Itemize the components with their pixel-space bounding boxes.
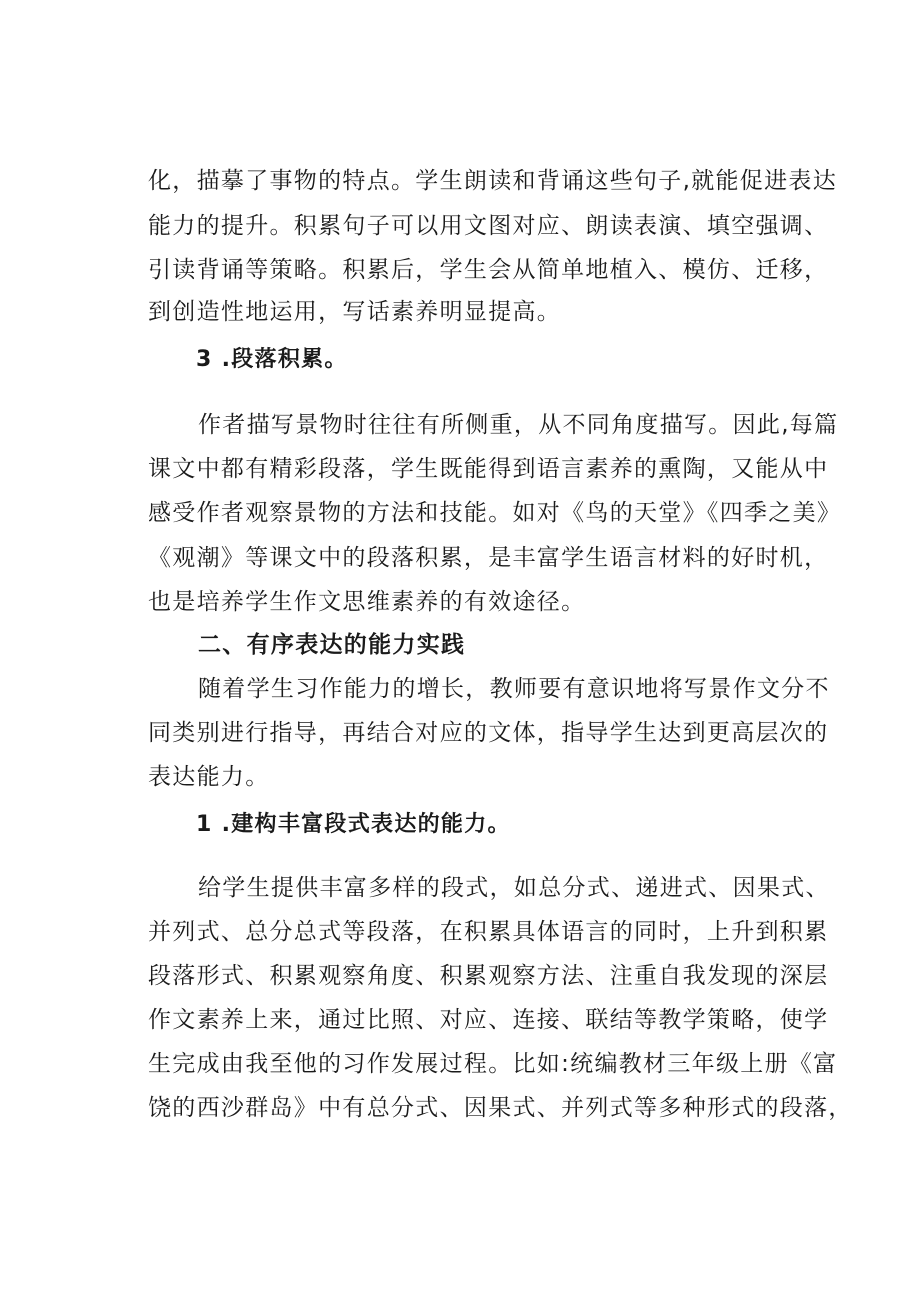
paragraph-line: 《观潮》等课文中的段落积累，是丰富学生语言材料的好时机， [148,545,829,571]
paragraph-line: 感受作者观察景物的方法和技能。如对《鸟的天堂》《四季之美》 [148,500,842,526]
paragraph-line: 生完成由我至他的习作发展过程。比如:统编教材三年级上册《富 [148,1051,838,1077]
paragraph-line: 随着学生习作能力的增长，教师要有意识地将写景作文分不 [198,676,830,702]
paragraph-line: 饶的西沙群岛》中有总分式、因果式、并列式等多种形式的段落， [148,1095,853,1121]
paragraph-line: 引读背诵等策略。积累后，学生会从简单地植入、模仿、迁移， [148,257,829,283]
paragraph-line: 同类别进行指导，再结合对应的文体，指导学生达到更高层次的 [148,720,829,746]
paragraph-line: 也是培养学生作文思维素养的有效途径。 [148,589,586,615]
paragraph-line: 表达能力。 [148,764,270,790]
paragraph-line: 化，描摹了事物的特点。学生朗读和背诵这些句子,就能促进表达 [148,168,838,194]
subheading-paragraph-accumulation: 3 .段落积累。 [196,347,348,372]
paragraph-line: 作者描写景物时往往有所侧重，从不同角度描写。因此,每篇 [198,412,839,438]
paragraph-line: 给学生提供丰富多样的段式，如总分式、递进式、因果式、 [198,875,830,901]
paragraph-line: 段落形式、积累观察角度、积累观察方法、注重自我发现的深层 [148,963,829,989]
subheading-paragraph-structure: 1 .建构丰富段式表达的能力。 [196,812,511,837]
paragraph-line: 到创造性地运用，写话素养明显提高。 [148,299,562,325]
paragraph-line: 作文素养上来，通过比照、对应、连接、联结等教学策略，使学 [148,1007,829,1033]
section-heading: 二、有序表达的能力实践 [198,632,466,658]
paragraph-line: 课文中都有精彩段落，学生既能得到语言素养的熏陶，又能从中 [148,456,829,482]
paragraph-line: 能力的提升。积累句子可以用文图对应、朗读表演、填空强调、 [148,213,829,239]
paragraph-line: 并列式、总分总式等段落，在积累具体语言的同时，上升到积累 [148,919,829,945]
